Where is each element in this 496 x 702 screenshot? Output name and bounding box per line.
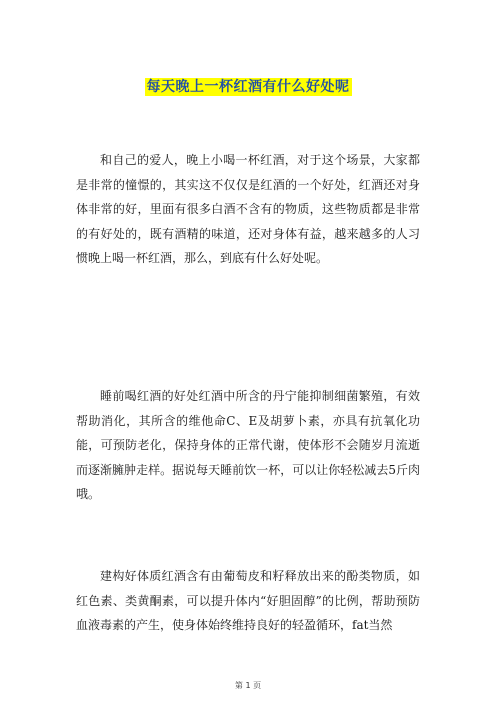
document-title: 每天晚上一杯红酒有什么好处呢 xyxy=(146,79,350,95)
paragraph-intro: 和自己的爱人，晚上小喝一杯红酒，对于这个场景，大家都是非常的憧憬的，其实这不仅仅是红酒的一个好处，红酒还对身体非常的好，里面有很多白酒不含有的物质，这些物质都是非常的有好处的，既有酒精的味道，还对身体有益，越来越多的人习惯晚上喝一杯红酒，那么，到底有什么好处呢。 xyxy=(76,153,420,265)
paragraph-body-health: 建构好体质红酒含有由葡萄皮和籽释放出来的酚类物质，如红色素、类黄酮素，可以提升体内“好胆固醇”的比例，帮助预防血液毒素的产生，使身体始终维持良好的轻盈循环，fat当然 xyxy=(76,569,420,632)
title-wrapper xyxy=(0,76,496,96)
paragraph-bedtime-benefits: 睡前喝红酒的好处红酒中所含的丹宁能抑制细菌繁殖，有效帮助消化，其所含的维他命C、E及胡萝卜素，亦具有抗氧化功能，可预防老化，保持身体的正常代谢，使体形不会随岁月流逝而逐渐臃肿走样。据说每天睡前饮一杯，可以让你轻松减去5斤肉哦。 xyxy=(76,389,420,501)
page-number: 第 1 页 xyxy=(234,681,262,690)
